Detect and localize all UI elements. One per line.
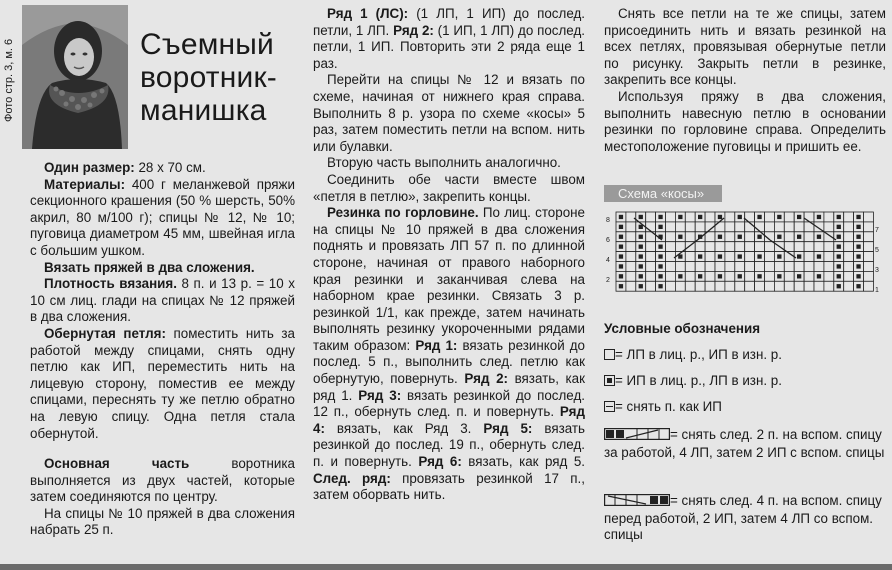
join-paragraph: Соединить обе части вместе швом «петля в петлю», закрепить концы. <box>313 171 585 204</box>
purl-dot <box>837 284 841 288</box>
chart-cell <box>765 242 775 252</box>
purl-dot <box>738 254 742 258</box>
purl-dot <box>738 215 742 219</box>
legend-text: = снять след. 2 п. на вспом. спицу за работой, 4 ЛП, затем 2 ИП с вспом. спицы <box>604 427 885 460</box>
purl-dot <box>797 215 801 219</box>
chart-cell <box>715 242 725 252</box>
chart-cell <box>725 281 735 291</box>
chart-cell <box>745 242 755 252</box>
legend-text: = снять след. 4 п. на вспом. спицу перед работой, 2 ИП, затем 4 ЛП со вспом. спицы <box>604 493 882 543</box>
chart-cell <box>745 252 755 262</box>
chart-cell <box>755 281 765 291</box>
purl-dot <box>817 274 821 278</box>
chart-cell <box>774 262 784 272</box>
chart-cell <box>844 252 854 262</box>
second-part-paragraph: Вторую часть выполнить аналогично. <box>327 155 561 171</box>
article-title <box>140 28 277 127</box>
chart-cell <box>824 242 834 252</box>
purl-dot <box>718 274 722 278</box>
chart-cell <box>844 271 854 281</box>
short-row-3-text: вязать резинкой до послед. 12 п., обернуть след. п. и повернуть. <box>313 387 585 420</box>
purl-dot <box>619 215 623 219</box>
neck-rib-text: По лиц. стороне на спицы № 10 пряжей в два сложения поднять и провязать ЛП 57 п. по длинной стороне, начиная от правого наборного края резинки и заканчивая слева на наборном крае резинки. Связать 3 р. резинкой 1/1, как прежде, затем начинать выполнять резинку укороченными рядами таким образом: <box>313 205 585 353</box>
chart-cell <box>725 271 735 281</box>
chart-cell <box>705 242 715 252</box>
chart-cell <box>705 212 715 222</box>
chart-cell <box>666 281 676 291</box>
chart-cell <box>725 212 735 222</box>
short-row-2-text: вязать, как ряд 1. <box>313 371 585 403</box>
purl-dot <box>856 235 860 239</box>
purl-dot <box>837 235 841 239</box>
chart-cell <box>784 281 794 291</box>
chart-cell <box>735 222 745 232</box>
legend-text: = снять п. как ИП <box>615 399 722 414</box>
page-bottom-bar <box>0 564 892 570</box>
purl-dot <box>639 225 643 229</box>
title-line: манишка <box>140 94 267 127</box>
chart-cell <box>695 242 705 252</box>
chart-cell <box>824 281 834 291</box>
chart-cell <box>695 222 705 232</box>
chart-cell <box>784 222 794 232</box>
purl-dot <box>718 215 722 219</box>
chart-cell <box>715 281 725 291</box>
purl-dot <box>856 225 860 229</box>
chart-cell <box>864 262 874 272</box>
purl-dot <box>619 235 623 239</box>
wrapped-stitch-label: Обернутая петля: <box>44 325 166 341</box>
chart-cell <box>626 281 636 291</box>
purl-dot <box>856 245 860 249</box>
chart-cell <box>824 222 834 232</box>
short-row-4-text: вязать, как Ряд 3. <box>324 420 484 436</box>
purl-dot <box>757 274 761 278</box>
short-row-1-text: вязать резинкой до послед. 5 п., выполнить след. петлю как обернутую, повернуть. <box>313 337 585 387</box>
short-row-2-label: Ряд 2: <box>464 371 508 387</box>
chart-cell <box>824 271 834 281</box>
chart-cell <box>844 281 854 291</box>
purl-dot <box>698 254 702 258</box>
chart-cell <box>735 281 745 291</box>
legend-item-knit <box>604 347 886 364</box>
purl-dot <box>856 254 860 258</box>
purl-dot <box>698 274 702 278</box>
cable-back-icon <box>604 428 670 445</box>
chart-cell <box>804 262 814 272</box>
next-row-label: След. ряд: <box>313 470 391 486</box>
chart-cell <box>864 281 874 291</box>
purl-dot <box>837 274 841 278</box>
chart-cell <box>804 271 814 281</box>
purl-dot <box>698 215 702 219</box>
purl-dot <box>797 274 801 278</box>
row-number-left: 4 <box>606 257 610 264</box>
purl-dot <box>639 215 643 219</box>
purl-dot <box>639 274 643 278</box>
purl-dot <box>797 235 801 239</box>
purl-dot <box>856 274 860 278</box>
size-label: Один размер: <box>44 160 135 175</box>
chart-cell <box>864 271 874 281</box>
main-part-text: воротника выполняется из двух частей, которые затем соединяются по центру. <box>30 456 296 505</box>
legend-item-cable-front <box>604 493 886 544</box>
chart-cell <box>685 232 695 242</box>
density-label: Плотность вязания. <box>44 276 177 292</box>
purl-dot <box>619 254 623 258</box>
wrapped-stitch-text: поместить нить за работой между спицами, снять одну петлю как ИП, переместить нить на лицевую сторону, поместив ее между спицами, переснять ту же петлю обратно на левую спицу. Одна петля стала обернутой. <box>30 325 295 441</box>
chart-cell <box>804 242 814 252</box>
chart-cell <box>824 252 834 262</box>
materials-paragraph <box>30 177 295 260</box>
chart-cell <box>685 271 695 281</box>
chart-cell <box>715 262 725 272</box>
chart-cell <box>666 262 676 272</box>
scheme-title: Схема «косы» <box>604 185 722 202</box>
chart-cell <box>844 242 854 252</box>
chart-cell <box>685 281 695 291</box>
cast-on-paragraph: На спицы № 10 пряжей в два сложения набрать 25 п. <box>30 505 295 538</box>
next-row-text: провязать резинкой 17 п., затем оборвать нить. <box>313 470 585 503</box>
chart-cell <box>626 222 636 232</box>
row-number-right: 7 <box>875 227 879 234</box>
chart-cell <box>675 281 685 291</box>
chart-cell <box>804 252 814 262</box>
row-1-label: Ряд 1 (ЛС): <box>327 6 409 21</box>
main-part-label: Основная часть <box>44 456 190 472</box>
chart-cell <box>864 232 874 242</box>
chart-cell <box>725 232 735 242</box>
dot-square-icon <box>604 375 615 386</box>
size-text: 28 х 70 см. <box>134 160 206 175</box>
row-2-text: (1 ИП, 1 ЛП) до послед. петли, 1 ИП. Повторить эти 2 ряда еще 1 раз. <box>313 22 585 71</box>
chart-cell <box>804 212 814 222</box>
chart-cell <box>804 281 814 291</box>
chart-cell <box>745 232 755 242</box>
neck-rib-label: Резинка по горловине. <box>327 205 479 221</box>
purl-dot <box>856 284 860 288</box>
purl-dot <box>639 284 643 288</box>
chart-cell <box>784 212 794 222</box>
chart-cell <box>824 262 834 272</box>
chart-cell <box>864 222 874 232</box>
chart-cell <box>745 262 755 272</box>
legend-text: = ИП в лиц. р., ЛП в изн. р. <box>615 373 782 388</box>
purl-dot <box>678 215 682 219</box>
pattern-paragraph: Перейти на спицы № 12 и вязать по схеме, начиная от нижнего края справа. Выполнить 8 р. узора по схеме «косы» 5 раз, затем поместить петли на вспом. нить или булавки. <box>313 72 585 154</box>
materials-label: Материалы: <box>44 176 126 192</box>
row-number-right: 5 <box>875 247 879 254</box>
chart-cell <box>864 242 874 252</box>
purl-dot <box>856 215 860 219</box>
empty-square-icon <box>604 349 615 360</box>
chart-cell <box>705 271 715 281</box>
short-row-4-label: Ряд 4: <box>313 404 585 436</box>
row-number-left: 6 <box>606 237 610 244</box>
chart-cell <box>646 212 656 222</box>
chart-cell <box>794 281 804 291</box>
row-1-text: (1 ЛП, 1 ИП) до послед. петли, 1 ЛП. <box>313 6 586 38</box>
chart-cell <box>626 232 636 242</box>
chart-cell <box>666 252 676 262</box>
chart-cell <box>695 281 705 291</box>
materials-text: 400 г меланжевой пряжи секционного крашения (50 % шерсть, 50% акрил, 80 м/100 г); спицы № 12, № 10; пуговица диаметром 45 мм, швейная игла с большим ушком. <box>30 176 295 258</box>
row-number-right: 1 <box>875 287 879 294</box>
chart-grid <box>616 212 873 291</box>
short-row-6-text: вязать, как ряд 5. <box>461 454 585 470</box>
purl-dot <box>639 245 643 249</box>
chart-cell <box>626 242 636 252</box>
chart-cell <box>745 281 755 291</box>
chart-cell <box>646 242 656 252</box>
short-row-5-text: вязать резинкой до послед. 19 п., обернуть след. п. и повернуть. <box>313 420 585 470</box>
chart-cell <box>774 222 784 232</box>
chart-cell <box>675 222 685 232</box>
photo-caption: Фото стр. 3, м. 6 <box>3 38 15 122</box>
chart-cell <box>844 262 854 272</box>
chart-cell <box>735 262 745 272</box>
legend-item-purl <box>604 373 886 390</box>
chart-cell <box>666 232 676 242</box>
chart-cell <box>814 242 824 252</box>
purl-dot <box>837 264 841 268</box>
purl-dot <box>837 245 841 249</box>
legend-item-cable-back <box>604 427 886 461</box>
chart-cell <box>814 262 824 272</box>
chart-cell <box>666 242 676 252</box>
chart-cell <box>725 252 735 262</box>
chart-cell <box>765 222 775 232</box>
rows-1-2-paragraph <box>313 6 585 72</box>
chart-cell <box>784 271 794 281</box>
chart-cell <box>666 212 676 222</box>
chart-cell <box>765 262 775 272</box>
purl-dot <box>738 274 742 278</box>
purl-dot <box>797 254 801 258</box>
purl-dot <box>678 235 682 239</box>
purl-dot <box>639 264 643 268</box>
chart-cell <box>715 222 725 232</box>
chart-cell <box>626 212 636 222</box>
purl-dot <box>817 215 821 219</box>
title-line: воротник- <box>140 61 277 94</box>
density-text: 8 п. и 13 р. = 10 х 10 см лиц. глади на спицах № 12 пряжей в два сложения. <box>30 276 295 325</box>
purl-dot <box>738 235 742 239</box>
chart-cell <box>765 212 775 222</box>
main-part-paragraph <box>30 456 295 506</box>
chart-cell <box>705 252 715 262</box>
neck-rib-paragraph <box>313 205 585 504</box>
chart-cell <box>794 262 804 272</box>
chart-cell <box>626 271 636 281</box>
chart-cell <box>695 262 705 272</box>
legend-title: Условные обозначения <box>604 321 761 336</box>
short-row-6-label: Ряд 6: <box>418 454 462 470</box>
purl-dot <box>658 245 662 249</box>
purl-dot <box>837 254 841 258</box>
chart-cell <box>844 232 854 242</box>
chart-cell <box>666 271 676 281</box>
purl-dot <box>658 284 662 288</box>
purl-dot <box>777 215 781 219</box>
chart-cell <box>685 252 695 262</box>
chart-cell <box>755 242 765 252</box>
purl-dot <box>757 235 761 239</box>
chart-cell <box>685 222 695 232</box>
chart-cell <box>814 281 824 291</box>
wrapped-stitch-paragraph <box>30 326 295 442</box>
purl-dot <box>777 274 781 278</box>
short-row-3-label: Ряд 3: <box>358 387 402 403</box>
chart-cell <box>784 232 794 242</box>
purl-dot <box>718 254 722 258</box>
chart-cell <box>705 281 715 291</box>
chart-cell <box>725 262 735 272</box>
row-2-label: Ряд 2: <box>393 22 434 38</box>
row-number-right: 3 <box>875 267 879 274</box>
row-number-left: 2 <box>606 277 610 284</box>
purl-dot <box>856 264 860 268</box>
column-2 <box>313 6 585 504</box>
purl-dot <box>639 254 643 258</box>
short-row-1-label: Ряд 1: <box>415 337 458 353</box>
purl-dot <box>817 235 821 239</box>
purl-dot <box>777 235 781 239</box>
title-line: Съемный <box>140 28 275 61</box>
chart-cell <box>755 262 765 272</box>
chart-cell <box>824 212 834 222</box>
legend-item-slip <box>604 399 886 416</box>
chart-cell <box>685 212 695 222</box>
purl-dot <box>837 225 841 229</box>
chart-cell <box>646 271 656 281</box>
chart-cell <box>666 222 676 232</box>
row-number-left: 8 <box>606 217 610 224</box>
purl-dot <box>658 225 662 229</box>
density-paragraph <box>30 276 295 326</box>
finish-paragraph: Снять все петли на те же спицы, затем присоединить нить и вязать резинкой на всех петлях, провязывая обернутые петли по рисунку. Закрыть петли в резинке, закрепить все концы. <box>604 6 886 88</box>
chart-cell <box>626 252 636 262</box>
chart-cell <box>765 252 775 262</box>
chart-cell <box>735 242 745 252</box>
chart-cell <box>804 232 814 242</box>
chart-cell <box>844 222 854 232</box>
purl-dot <box>639 235 643 239</box>
chart-cell <box>784 262 794 272</box>
purl-dot <box>619 284 623 288</box>
column-1 <box>30 160 295 539</box>
model-photo <box>22 5 128 149</box>
purl-dot <box>619 245 623 249</box>
cable-front-icon <box>604 494 670 511</box>
chart-cell <box>864 252 874 262</box>
chart-cell <box>864 212 874 222</box>
purl-dot <box>619 225 623 229</box>
purl-dot <box>817 254 821 258</box>
column-3 <box>604 6 886 155</box>
chart-cell <box>765 271 775 281</box>
chart-cell <box>745 271 755 281</box>
purl-dot <box>619 264 623 268</box>
chart-cell <box>725 222 735 232</box>
purl-dot <box>718 235 722 239</box>
chart-cell <box>765 281 775 291</box>
purl-dot <box>777 254 781 258</box>
purl-dot <box>619 274 623 278</box>
chart-cell <box>794 222 804 232</box>
chart-cell <box>725 242 735 252</box>
dash-square-icon <box>604 401 615 412</box>
purl-dot <box>658 215 662 219</box>
chart-cell <box>784 242 794 252</box>
chart-cell <box>646 252 656 262</box>
chart-cell <box>794 242 804 252</box>
purl-dot <box>678 274 682 278</box>
chart-cell <box>646 262 656 272</box>
short-row-5-label: Ряд 5: <box>483 420 533 436</box>
cable-chart <box>604 210 884 302</box>
chart-cell <box>844 212 854 222</box>
chart-cell <box>774 281 784 291</box>
chart-cell <box>685 262 695 272</box>
purl-dot <box>757 254 761 258</box>
double-yarn-note: Вязать пряжей в два сложения. <box>44 259 255 275</box>
purl-dot <box>757 215 761 219</box>
legend-text: = ЛП в лиц. р., ИП в изн. р. <box>615 347 782 362</box>
size-paragraph <box>30 160 295 177</box>
purl-dot <box>658 254 662 258</box>
chart-cell <box>646 281 656 291</box>
purl-dot <box>658 274 662 278</box>
purl-dot <box>658 264 662 268</box>
purl-dot <box>837 215 841 219</box>
chart-cell <box>626 262 636 272</box>
button-loop-paragraph: Используя пряжу в два сложения, выполнить навесную петлю в основании резинки по горловине справа. Определить местоположение пуговицы и пришить ее. <box>604 88 886 154</box>
chart-cell <box>705 262 715 272</box>
chart-cell <box>675 262 685 272</box>
